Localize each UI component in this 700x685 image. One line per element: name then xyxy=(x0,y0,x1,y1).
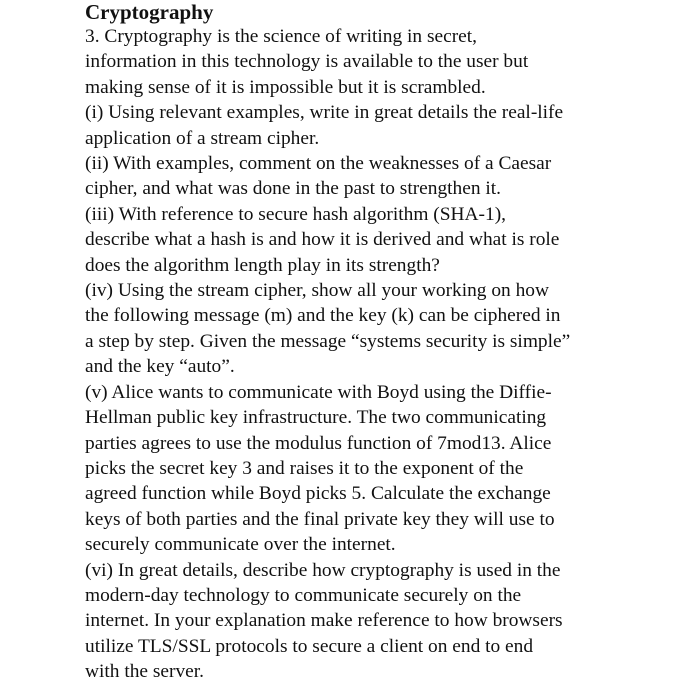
text-line-14: and the key “auto”. xyxy=(85,356,235,378)
text-line-22: (vi) In great details, describe how cryptography is used in the xyxy=(85,559,561,581)
text-line-5: application of a stream cipher. xyxy=(85,127,320,149)
text-line-13: a step by step. Given the message “systems security is simple” xyxy=(85,330,571,352)
text-line-24: internet. In your explanation make reference to how browsers xyxy=(85,610,563,632)
text-line-21: securely communicate over the internet. xyxy=(85,534,396,556)
text-line-7: cipher, and what was done in the past to strengthen it. xyxy=(85,178,502,200)
text-line-18: picks the secret key 3 and raises it to the exponent of the xyxy=(85,457,524,479)
text-line-2: information in this technology is available to the user but xyxy=(85,51,529,73)
document-title: Cryptography xyxy=(85,0,214,24)
text-line-23: modern-day technology to communicate securely on the xyxy=(85,584,522,606)
text-line-25: utilize TLS/SSL protocols to secure a client on end to end xyxy=(85,635,534,657)
text-line-17: parties agrees to use the modulus function of 7mod13. Alice xyxy=(85,432,552,454)
text-line-20: keys of both parties and the final private key they will use to xyxy=(85,508,555,530)
text-line-15: (v) Alice wants to communicate with Boyd using the Diffie- xyxy=(85,381,552,403)
text-line-26: with the server. xyxy=(85,661,205,683)
text-line-16: Hellman public key infrastructure. The two communicating xyxy=(85,407,547,429)
text-line-3: making sense of it is impossible but it is scrambled. xyxy=(85,76,486,98)
text-line-19: agreed function while Boyd picks 5. Calculate the exchange xyxy=(85,483,551,505)
document xyxy=(85,0,685,685)
text-line-9: describe what a hash is and how it is derived and what is role xyxy=(85,229,560,251)
text-line-8: (iii) With reference to secure hash algorithm (SHA-1), xyxy=(85,203,506,225)
text-line-6: (ii) With examples, comment on the weaknesses of a Caesar xyxy=(85,153,552,175)
text-line-11: (iv) Using the stream cipher, show all your working on how xyxy=(85,280,549,302)
text-line-4: (i) Using relevant examples, write in great details the real-life xyxy=(85,102,564,124)
text-line-12: the following message (m) and the key (k) can be ciphered in xyxy=(85,305,561,327)
text-line-1: 3. Cryptography is the science of writing in secret, xyxy=(85,26,478,47)
text-line-10: does the algorithm length play in its strength? xyxy=(85,254,440,276)
